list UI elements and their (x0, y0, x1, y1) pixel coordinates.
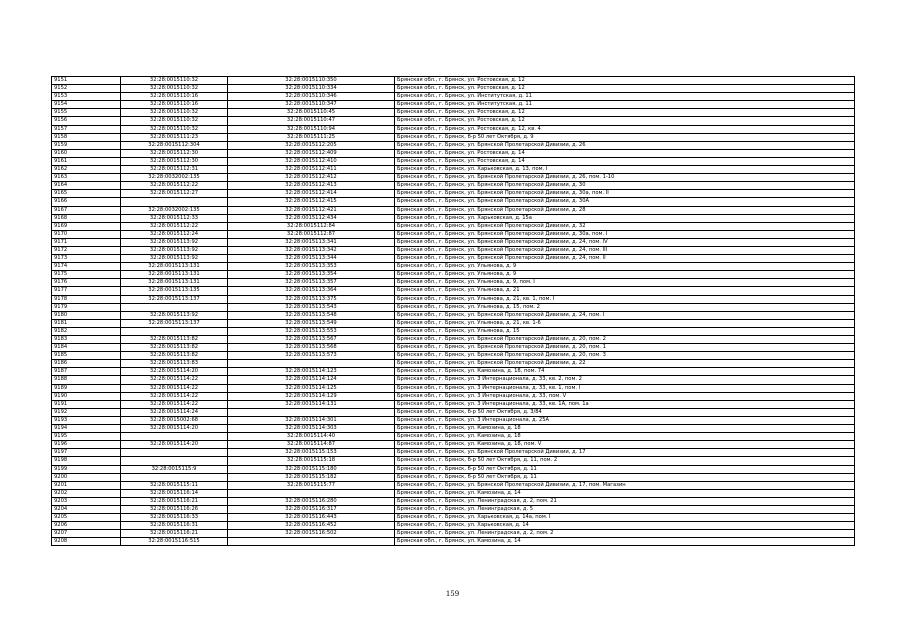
table-row (52, 360, 855, 368)
table-row (52, 166, 855, 174)
row-number-cell: 9168 (52, 214, 121, 222)
row-number-cell: 9183 (52, 336, 121, 344)
table-row (52, 198, 855, 206)
parcel-cadastral-cell (121, 303, 228, 311)
parcel-cadastral-cell (121, 457, 228, 465)
row-number-cell: 9189 (52, 384, 121, 392)
address-cell: Брянская обл., г. Брянск, ул. Брянской Пролетарской Дивизии, д. 32 (395, 222, 855, 230)
row-number-cell: 9153 (52, 93, 121, 101)
object-cadastral-cell: 32:28:0015112:421 (228, 206, 395, 214)
object-cadastral-cell: 32:28:0015112:205 (228, 141, 395, 149)
row-number-cell: 9188 (52, 376, 121, 384)
address-cell: Брянская обл., г. Брянск, ул. Брянской Пролетарской Дивизии, д. 17, пом. Магазин (395, 481, 855, 489)
parcel-cadastral-cell: 32:28:0015114:20 (121, 425, 228, 433)
parcel-cadastral-cell: 32:28:0015110:32 (121, 85, 228, 93)
address-cell: Брянская обл., г. Брянск, ул. Ростовская, д. 14 (395, 157, 855, 165)
object-cadastral-cell: 32:28:0015116:443 (228, 514, 395, 522)
row-number-cell: 9186 (52, 360, 121, 368)
object-cadastral-cell: 32:28:0015114:129 (228, 392, 395, 400)
parcel-cadastral-cell: 32:28:0015114:22 (121, 392, 228, 400)
address-cell: Брянская обл., г. Брянск, ул. 3 Интернационала, д. 33, пом. V (395, 392, 855, 400)
parcel-cadastral-cell: 32:28:0015002:68 (121, 416, 228, 424)
table-row (52, 344, 855, 352)
object-cadastral-cell: 32:28:0015113:567 (228, 336, 395, 344)
object-cadastral-cell: 32:28:0015110:350 (228, 77, 395, 85)
object-cadastral-cell: 32:28:0015113:344 (228, 255, 395, 263)
address-cell: Брянская обл., г. Брянск, ул. Харьковская, д. 13, пом. I (395, 166, 855, 174)
address-cell: Брянская обл., г. Брянск, ул. Ростовская, д. 12 (395, 109, 855, 117)
address-cell: Брянская обл., г. Брянск, ул. Институтская, д. 11 (395, 93, 855, 101)
row-number-cell: 9174 (52, 263, 121, 271)
object-cadastral-cell: 32:28:0015112:414 (228, 190, 395, 198)
row-number-cell: 9192 (52, 408, 121, 416)
address-cell: Брянская обл., г. Брянск, б-р 50 лет Октября, д. 11 (395, 465, 855, 473)
address-cell: Брянская обл., г. Брянск, ул. Брянской Пролетарской Дивизии, д. 30А (395, 198, 855, 206)
parcel-cadastral-cell: 32:28:0032002:135 (121, 206, 228, 214)
row-number-cell: 9157 (52, 125, 121, 133)
parcel-cadastral-cell: 32:28:0015114:20 (121, 368, 228, 376)
table-row (52, 449, 855, 457)
address-cell: Брянская обл., г. Брянск, ул. Брянской Пролетарской Дивизии, д. 20, пом. 2 (395, 336, 855, 344)
parcel-cadastral-cell: 32:28:0015112:33 (121, 214, 228, 222)
address-cell: Брянская обл., г. Брянск, ул. Ленинградская, д. 2, пом. 21 (395, 497, 855, 505)
row-number-cell: 9165 (52, 190, 121, 198)
object-cadastral-cell: 32:28:0015115:18 (228, 457, 395, 465)
table-row (52, 481, 855, 489)
row-number-cell: 9208 (52, 538, 121, 546)
row-number-cell: 9175 (52, 271, 121, 279)
address-cell: Брянская обл., г. Брянск, ул. Харьковская, д. 14 (395, 522, 855, 530)
object-cadastral-cell: 32:28:0015113:353 (228, 263, 395, 271)
row-number-cell: 9154 (52, 101, 121, 109)
object-cadastral-cell (228, 360, 395, 368)
address-cell: Брянская обл., г. Брянск, ул. Ростовская, д. 14 (395, 149, 855, 157)
object-cadastral-cell: 32:28:0015110:347 (228, 101, 395, 109)
object-cadastral-cell: 32:28:0015113:364 (228, 287, 395, 295)
parcel-cadastral-cell: 32:28:0015113:131 (121, 279, 228, 287)
parcel-cadastral-cell: 32:28:0015110:32 (121, 77, 228, 85)
parcel-cadastral-cell: 32:28:0015112:22 (121, 222, 228, 230)
address-cell: Брянская обл., г. Брянск, ул. Ростовская, д. 12, кв. 4 (395, 125, 855, 133)
address-cell: Брянская обл., г. Брянск, ул. Ульянова, д. 9, пом. I (395, 279, 855, 287)
parcel-cadastral-cell: 32:28:0015116:31 (121, 522, 228, 530)
parcel-cadastral-cell: 32:28:0015116:33 (121, 514, 228, 522)
table-row (52, 376, 855, 384)
address-cell: Брянская обл., г. Брянск, ул. Брянской Пролетарской Дивизии, д. 22 (395, 360, 855, 368)
row-number-cell: 9161 (52, 157, 121, 165)
row-number-cell: 9185 (52, 352, 121, 360)
table-row (52, 157, 855, 165)
address-cell: Брянская обл., г. Брянск, ул. Камозина, д. 18, пом. V (395, 441, 855, 449)
parcel-cadastral-cell: 32:28:0015112:304 (121, 141, 228, 149)
parcel-cadastral-cell: 32:28:0015113:82 (121, 336, 228, 344)
row-number-cell: 9202 (52, 489, 121, 497)
parcel-cadastral-cell: 32:28:0015112:30 (121, 157, 228, 165)
parcel-cadastral-cell: 32:28:0015112:24 (121, 230, 228, 238)
parcel-cadastral-cell: 32:28:0015115:11 (121, 481, 228, 489)
row-number-cell: 9184 (52, 344, 121, 352)
object-cadastral-cell: 32:28:0015111:25 (228, 133, 395, 141)
object-cadastral-cell: 32:28:0015112:87 (228, 230, 395, 238)
row-number-cell: 9198 (52, 457, 121, 465)
table-row (52, 336, 855, 344)
address-cell: Брянская обл., г. Брянск, ул. Брянской Пролетарской Дивизии, д. 24, пом. I (395, 311, 855, 319)
address-cell: Брянская обл., г. Брянск, ул. Камозина, д. 18 (395, 425, 855, 433)
table-row (52, 287, 855, 295)
address-cell: Брянская обл., г. Брянск, ул. Камозина, д. 14 (395, 538, 855, 546)
object-cadastral-cell: 32:28:0015112:413 (228, 182, 395, 190)
table-row (52, 473, 855, 481)
address-cell: Брянская обл., г. Брянск, ул. Камозина, д. 18, пом. 74 (395, 368, 855, 376)
parcel-cadastral-cell: 32:28:0015113:137 (121, 295, 228, 303)
parcel-cadastral-cell: 32:28:0015112:30 (121, 149, 228, 157)
row-number-cell: 9170 (52, 230, 121, 238)
object-cadastral-cell: 32:28:0015115:77 (228, 481, 395, 489)
parcel-cadastral-cell: 32:28:0015114:22 (121, 384, 228, 392)
object-cadastral-cell: 32:28:0015114:301 (228, 416, 395, 424)
parcel-cadastral-cell: 32:28:0015110:32 (121, 109, 228, 117)
row-number-cell: 9164 (52, 182, 121, 190)
address-cell: Брянская обл., г. Брянск, ул. Ульянова, д. 9 (395, 263, 855, 271)
address-cell: Брянская обл., г. Брянск, б-р 50 лет Октября, д. 11, пом. 2 (395, 457, 855, 465)
parcel-cadastral-cell: 32:28:0015116:21 (121, 497, 228, 505)
address-cell: Брянская обл., г. Брянск, ул. Брянской Пролетарской Дивизии, д. 20, пом. 3 (395, 352, 855, 360)
address-cell: Брянская обл., г. Брянск, ул. 3 Интернационала, д. 25А (395, 416, 855, 424)
object-cadastral-cell: 32:28:0015113:549 (228, 319, 395, 327)
address-cell: Брянская обл., г. Брянск, б-р 50 лет Октября, д. 9 (395, 133, 855, 141)
object-cadastral-cell: 32:28:0015112:411 (228, 166, 395, 174)
parcel-cadastral-cell: 32:28:0015111:23 (121, 133, 228, 141)
row-number-cell: 9199 (52, 465, 121, 473)
row-number-cell: 9195 (52, 433, 121, 441)
object-cadastral-cell: 32:28:0015113:342 (228, 246, 395, 254)
address-cell: Брянская обл., г. Брянск, ул. Институтская, д. 11 (395, 101, 855, 109)
parcel-cadastral-cell: 32:28:0015114:24 (121, 408, 228, 416)
parcel-cadastral-cell: 32:28:0015113:92 (121, 238, 228, 246)
row-number-cell: 9169 (52, 222, 121, 230)
object-cadastral-cell: 32:28:0015112:415 (228, 198, 395, 206)
object-cadastral-cell: 32:28:0015112:434 (228, 214, 395, 222)
parcel-cadastral-cell: 32:28:0015114:22 (121, 376, 228, 384)
parcel-cadastral-cell (121, 433, 228, 441)
page-number: 159 (445, 590, 460, 598)
table-row (52, 530, 855, 538)
table-row (52, 222, 855, 230)
row-number-cell: 9179 (52, 303, 121, 311)
row-number-cell: 9201 (52, 481, 121, 489)
object-cadastral-cell: 32:28:0015116:502 (228, 530, 395, 538)
object-cadastral-cell: 32:28:0015113:543 (228, 303, 395, 311)
address-cell: Брянская обл., г. Брянск, ул. Ульянова, д. 15 (395, 327, 855, 335)
row-number-cell: 9197 (52, 449, 121, 457)
row-number-cell: 9205 (52, 514, 121, 522)
table-row (52, 514, 855, 522)
row-number-cell: 9178 (52, 295, 121, 303)
table-row (52, 117, 855, 125)
table-row (52, 279, 855, 287)
table-row (52, 497, 855, 505)
row-number-cell: 9190 (52, 392, 121, 400)
object-cadastral-cell: 32:28:0015114:125 (228, 384, 395, 392)
parcel-cadastral-cell: 32:28:0015114:22 (121, 400, 228, 408)
address-cell: Брянская обл., г. Брянск, ул. Камозина, д. 18 (395, 433, 855, 441)
table-row (52, 457, 855, 465)
address-cell: Брянская обл., г. Брянск, ул. Брянской Пролетарской Дивизии, д. 26, пом. 1-10 (395, 174, 855, 182)
table-row (52, 190, 855, 198)
row-number-cell: 9177 (52, 287, 121, 295)
object-cadastral-cell (228, 538, 395, 546)
row-number-cell: 9158 (52, 133, 121, 141)
address-cell: Брянская обл., г. Брянск, ул. Ленинградская, д. 5 (395, 505, 855, 513)
address-cell: Брянская обл., г. Брянск, ул. 3 Интернационала, д. 33, кв. 1, пом. I (395, 384, 855, 392)
table-row (52, 125, 855, 133)
row-number-cell: 9160 (52, 149, 121, 157)
address-cell: Брянская обл., г. Брянск, ул. Камозина, д. 14 (395, 489, 855, 497)
object-cadastral-cell: 32:28:0015112:410 (228, 157, 395, 165)
object-cadastral-cell (228, 408, 395, 416)
table-row (52, 109, 855, 117)
parcel-cadastral-cell: 32:28:0015110:32 (121, 117, 228, 125)
parcel-cadastral-cell (121, 327, 228, 335)
object-cadastral-cell: 32:28:0015115:153 (228, 449, 395, 457)
table-row (52, 133, 855, 141)
object-cadastral-cell: 32:28:0015114:124 (228, 376, 395, 384)
table-row (52, 352, 855, 360)
parcel-cadastral-cell: 32:28:0015112:22 (121, 182, 228, 190)
parcel-cadastral-cell: 32:28:0015114:20 (121, 441, 228, 449)
object-cadastral-cell: 32:28:0015113:375 (228, 295, 395, 303)
table-row (52, 408, 855, 416)
row-number-cell: 9163 (52, 174, 121, 182)
row-number-cell: 9167 (52, 206, 121, 214)
table-body (52, 77, 855, 546)
parcel-cadastral-cell: 32:28:0015110:32 (121, 125, 228, 133)
parcel-cadastral-cell: 32:28:0015113:92 (121, 255, 228, 263)
parcel-cadastral-cell (121, 198, 228, 206)
parcel-cadastral-cell: 32:28:0015116:14 (121, 489, 228, 497)
table-row (52, 295, 855, 303)
row-number-cell: 9172 (52, 246, 121, 254)
object-cadastral-cell: 32:28:0015114:123 (228, 368, 395, 376)
table-row (52, 77, 855, 85)
parcel-cadastral-cell: 32:28:0015112:27 (121, 190, 228, 198)
address-cell: Брянская обл., г. Брянск, ул. Брянской Пролетарской Дивизии, д. 30 (395, 182, 855, 190)
table-row (52, 489, 855, 497)
address-cell: Брянская обл., г. Брянск, ул. Брянской Пролетарской Дивизии, д. 24, пом. III (395, 246, 855, 254)
row-number-cell: 9156 (52, 117, 121, 125)
table-row (52, 85, 855, 93)
row-number-cell: 9181 (52, 319, 121, 327)
object-cadastral-cell: 32:28:0015114:40 (228, 433, 395, 441)
table-row (52, 303, 855, 311)
parcel-cadastral-cell: 32:28:0015113:82 (121, 352, 228, 360)
object-cadastral-cell: 32:28:0015110:45 (228, 109, 395, 117)
parcel-cadastral-cell: 32:28:0032002:135 (121, 174, 228, 182)
table-row (52, 522, 855, 530)
table-row (52, 174, 855, 182)
row-number-cell: 9207 (52, 530, 121, 538)
address-cell: Брянская обл., г. Брянск, ул. Ростовская, д. 12 (395, 117, 855, 125)
address-cell: Брянская обл., г. Брянск, ул. Ульянова, д. 9 (395, 271, 855, 279)
row-number-cell: 9194 (52, 425, 121, 433)
object-cadastral-cell: 32:28:0015113:341 (228, 238, 395, 246)
row-number-cell: 9187 (52, 368, 121, 376)
object-cadastral-cell: 32:28:0015113:354 (228, 271, 395, 279)
object-cadastral-cell: 32:28:0015113:573 (228, 352, 395, 360)
row-number-cell: 9193 (52, 416, 121, 424)
object-cadastral-cell: 32:28:0015113:553 (228, 327, 395, 335)
table-row (52, 433, 855, 441)
address-cell: Брянская обл., г. Брянск, ул. 3 Интернационала, д. 33, кв. 2, пом. 2 (395, 376, 855, 384)
object-cadastral-cell: 32:28:0015114:303 (228, 425, 395, 433)
address-cell: Брянская обл., г. Брянск, ул. Ростовская, д. 12 (395, 85, 855, 93)
table-row (52, 271, 855, 279)
address-cell: Брянская обл., г. Брянск, ул. Ульянова, д. 21, кв. 1-6 (395, 319, 855, 327)
address-cell: Брянская обл., г. Брянск, ул. Ульянова, д. 15, пом. 2 (395, 303, 855, 311)
table-row (52, 368, 855, 376)
table-row (52, 214, 855, 222)
address-cell: Брянская обл., г. Брянск, ул. Брянской Пролетарской Дивизии, д. 26 (395, 141, 855, 149)
address-cell: Брянская обл., г. Брянск, ул. Брянской Пролетарской Дивизии, д. 20, пом. 1 (395, 344, 855, 352)
row-number-cell: 9196 (52, 441, 121, 449)
row-number-cell: 9204 (52, 505, 121, 513)
object-cadastral-cell: 32:28:0015116:452 (228, 522, 395, 530)
parcel-cadastral-cell: 32:28:0015110:16 (121, 101, 228, 109)
table-row (52, 538, 855, 546)
address-cell: Брянская обл., г. Брянск, ул. Брянской Пролетарской Дивизии, д. 30а, пом. I (395, 230, 855, 238)
row-number-cell: 9182 (52, 327, 121, 335)
object-cadastral-cell: 32:28:0015114:87 (228, 441, 395, 449)
parcel-cadastral-cell: 32:28:0015116:515 (121, 538, 228, 546)
address-cell: Брянская обл., г. Брянск, ул. Харьковская, д. 15а (395, 214, 855, 222)
table-row (52, 441, 855, 449)
address-cell: Брянская обл., г. Брянск, б-р 50 лет Октября, д. 11 (395, 473, 855, 481)
object-cadastral-cell: 32:28:0015113:568 (228, 344, 395, 352)
table-row (52, 392, 855, 400)
address-cell: Брянская обл., г. Брянск, ул. Харьковская, д. 14а, пом. I (395, 514, 855, 522)
parcel-cadastral-cell: 32:28:0015113:92 (121, 311, 228, 319)
row-number-cell: 9159 (52, 141, 121, 149)
parcel-cadastral-cell (121, 449, 228, 457)
parcel-cadastral-cell: 32:28:0015115:9 (121, 465, 228, 473)
table-row (52, 141, 855, 149)
object-cadastral-cell: 32:28:0015113:357 (228, 279, 395, 287)
table-row (52, 416, 855, 424)
table-row (52, 425, 855, 433)
object-cadastral-cell: 32:28:0015115:182 (228, 473, 395, 481)
address-cell: Брянская обл., г. Брянск, ул. 3 Интернационала, д. 33, кв. 1А, пом. 1а (395, 400, 855, 408)
row-number-cell: 9203 (52, 497, 121, 505)
address-cell: Брянская обл., г. Брянск, ул. Ульянова, д. 21 (395, 287, 855, 295)
parcel-cadastral-cell: 32:28:0015113:83 (121, 360, 228, 368)
row-number-cell: 9171 (52, 238, 121, 246)
parcel-cadastral-cell: 32:28:0015113:92 (121, 246, 228, 254)
table-row (52, 384, 855, 392)
row-number-cell: 9191 (52, 400, 121, 408)
object-cadastral-cell: 32:28:0015116:280 (228, 497, 395, 505)
row-number-cell: 9180 (52, 311, 121, 319)
object-cadastral-cell: 32:28:0015110:346 (228, 93, 395, 101)
table-row (52, 263, 855, 271)
table-row (52, 182, 855, 190)
parcel-cadastral-cell: 32:28:0015113:131 (121, 271, 228, 279)
address-cell: Брянская обл., г. Брянск, ул. Брянской Пролетарской Дивизии, д. 24, пом. II (395, 255, 855, 263)
table-row (52, 206, 855, 214)
table-row (52, 246, 855, 254)
table-row (52, 311, 855, 319)
row-number-cell: 9151 (52, 77, 121, 85)
table-row (52, 327, 855, 335)
parcel-cadastral-cell: 32:28:0015116:21 (121, 530, 228, 538)
parcel-cadastral-cell: 32:28:0015113:131 (121, 263, 228, 271)
object-cadastral-cell: 32:28:0015114:131 (228, 400, 395, 408)
parcel-cadastral-cell: 32:28:0015113:137 (121, 319, 228, 327)
row-number-cell: 9173 (52, 255, 121, 263)
address-cell: Брянская обл., г. Брянск, ул. Ульянова, д. 21, кв. 1, пом. I (395, 295, 855, 303)
object-cadastral-cell: 32:28:0015110:94 (228, 125, 395, 133)
parcel-cadastral-cell: 32:28:0015116:26 (121, 505, 228, 513)
address-cell: Брянская обл., г. Брянск, ул. Брянской Пролетарской Дивизии, д. 24, пом. IV (395, 238, 855, 246)
table-row (52, 255, 855, 263)
address-cell: Брянская обл., г. Брянск, б-р 50 лет Октября, д. 3/84 (395, 408, 855, 416)
parcel-cadastral-cell: 32:28:0015113:135 (121, 287, 228, 295)
object-cadastral-cell: 32:28:0015112:412 (228, 174, 395, 182)
row-number-cell: 9152 (52, 85, 121, 93)
table-row (52, 319, 855, 327)
object-cadastral-cell (228, 489, 395, 497)
row-number-cell: 9176 (52, 279, 121, 287)
table-row (52, 93, 855, 101)
registry-table (51, 76, 855, 546)
parcel-cadastral-cell: 32:28:0015110:16 (121, 93, 228, 101)
row-number-cell: 9206 (52, 522, 121, 530)
address-cell: Брянская обл., г. Брянск, ул. Брянской Пролетарской Дивизии, д. 30а, пом. II (395, 190, 855, 198)
object-cadastral-cell: 32:28:0015115:180 (228, 465, 395, 473)
table-row (52, 238, 855, 246)
parcel-cadastral-cell: 32:28:0015113:82 (121, 344, 228, 352)
address-cell: Брянская обл., г. Брянск, ул. Ростовская, д. 12 (395, 77, 855, 85)
object-cadastral-cell: 32:28:0015112:84 (228, 222, 395, 230)
table-row (52, 230, 855, 238)
object-cadastral-cell: 32:28:0015112:409 (228, 149, 395, 157)
address-cell: Брянская обл., г. Брянск, ул. Брянской Пролетарской Дивизии, д. 17 (395, 449, 855, 457)
table-row (52, 101, 855, 109)
row-number-cell: 9162 (52, 166, 121, 174)
table-row (52, 400, 855, 408)
table-row (52, 465, 855, 473)
address-cell: Брянская обл., г. Брянск, ул. Ленинградская, д. 2, пом. 2 (395, 530, 855, 538)
object-cadastral-cell: 32:28:0015110:47 (228, 117, 395, 125)
object-cadastral-cell: 32:28:0015116:317 (228, 505, 395, 513)
table-row (52, 149, 855, 157)
parcel-cadastral-cell: 32:28:0015112:31 (121, 166, 228, 174)
object-cadastral-cell: 32:28:0015110:334 (228, 85, 395, 93)
address-cell: Брянская обл., г. Брянск, ул. Брянской Пролетарской Дивизии, д. 28 (395, 206, 855, 214)
parcel-cadastral-cell (121, 473, 228, 481)
row-number-cell: 9166 (52, 198, 121, 206)
object-cadastral-cell: 32:28:0015113:548 (228, 311, 395, 319)
table-row (52, 505, 855, 513)
row-number-cell: 9200 (52, 473, 121, 481)
row-number-cell: 9155 (52, 109, 121, 117)
